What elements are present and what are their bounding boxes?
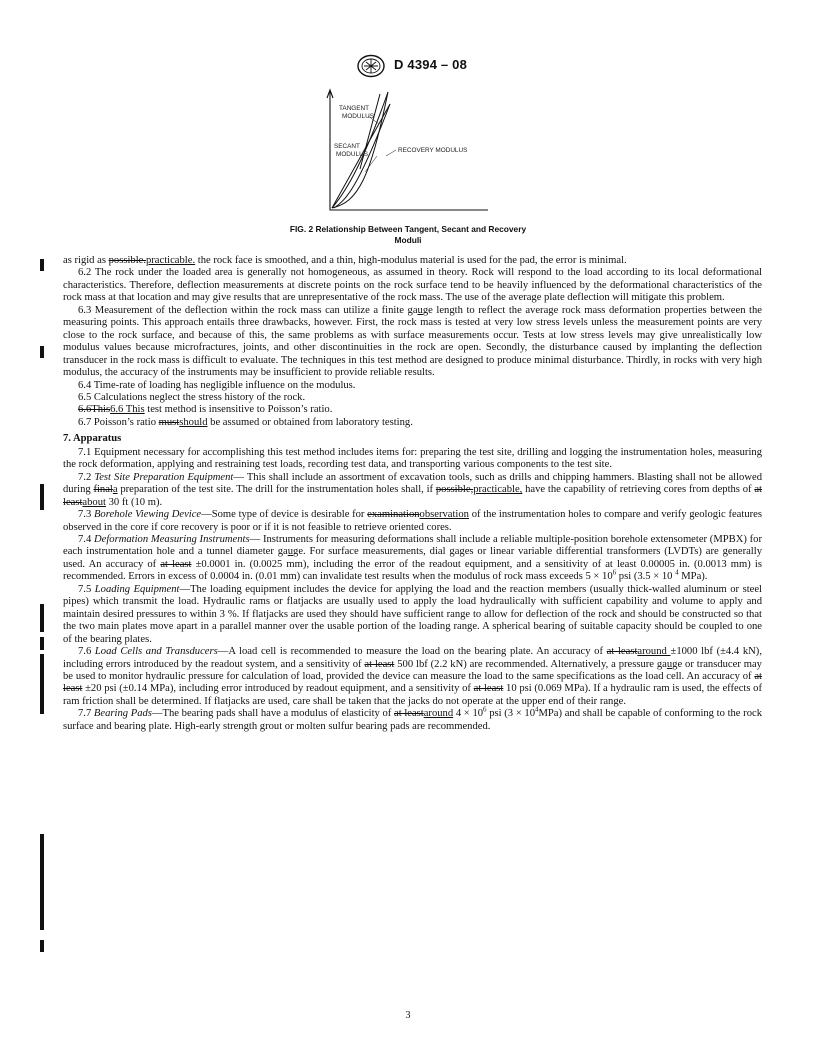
- paragraph-6-2: 6.2 The rock under the loaded area is generally not homogeneous, as assumed in theory. Rock will respond to the load according to its local deformational characteristics. Therefore, deflection measurements at discrete points on the rock surface tend to be heavily influenced by the deformational characteristics of the rock mass at that location and may give results that are unrepresentative of the rock mass. The use of the average plate deflection will mitigate this problem.: [63, 267, 762, 304]
- paragraph-6-7: 6.7 Poisson’s ratio mustshould be assumed or obtained from laboratory testing.: [78, 416, 413, 428]
- change-bar: [40, 940, 44, 952]
- label-tangent-modulus: MODULUS: [342, 113, 374, 120]
- change-bar: [40, 604, 44, 632]
- page-header: [0, 52, 816, 82]
- change-bar: [40, 346, 44, 358]
- page-number: 3: [405, 1010, 411, 1021]
- change-bar: [40, 637, 44, 650]
- document-id: D 4394 – 08: [394, 57, 468, 72]
- label-recovery-modulus: RECOVERY MODULUS: [398, 147, 468, 154]
- paragraph-6-5: 6.5 Calculations neglect the stress history of the rock.: [78, 391, 306, 403]
- label-secant-modulus: MODULUS: [336, 151, 368, 158]
- change-bar: [40, 834, 44, 930]
- astm-logo-icon: [356, 54, 386, 78]
- paragraph-6-6: 6.6This6.6 This test method is insensitive to Poisson’s ratio.: [78, 404, 333, 416]
- paragraph-6-4: 6.4 Time-rate of loading has negligible influence on the modulus.: [78, 379, 356, 391]
- paragraph-7-7: 7.7 Bearing Pads—The bearing pads shall have a modulus of elasticity of at leastaround $4 \times 10^6$ psi $(3 \times 10^4MPa)$ and shall be capable of conforming to the rock surface and bearing plate. High-early strength grout or molten sulfur bearing pads are recommended.: [63, 705, 763, 732]
- paragraph-7-3: 7.3 Borehole Viewing Device—Some type of device is desirable for examinationobservation of the instrumentation holes to compare and verify geologic features observed in the core if core recovery is poor or if it is not feasible to retrieve oriented cores.: [63, 509, 762, 533]
- paragraph-7-5: 7.5 Loading Equipment—The loading equipment includes the device for applying the load and the reaction members (usually thick-walled aluminum or steel pipes) which transmit the load. Hydraulic rams or flatjacks are usually used to apply the load hydraulically with sufficient capability and volume to apply and maintain desired pressures to within 3 %. If flatjacks are used they should have sufficient range to allow for deflection of the rock and should be constructed so that the two main plates move apart in a parallel manner over the usable portion of the loading range. A spherical bearing of suitable capacity should be coupled to one of the bearing plates.: [63, 583, 762, 645]
- paragraph-7-6: 7.6 Load Cells and Transducers—A load cell is recommended to measure the load on the bearing plate. An accuracy of at leastaround ±1000 lbf (±4.4 kN), including errors introduced by the readout system, and a sensitivity of at least 500 lbf (2.2 kN) are recommended. Alternatively, a pressure gauge or transducer may be used to monitor hydraulic pressure for calculation of load, provided the device can measure the load to the same specifications as the load cell. An accuracy of at least ±20 psi (±0.14 MPa), including error introduced by readout equipment, and a sensitivity of at least 10 psi (0.069 MPa). If a hydraulic ram is used, the effects of ram friction shall be determined. If flatjacks are used, care shall be taken that the jacks do not operate at the upper end of their range.: [63, 646, 762, 707]
- change-bar: [40, 484, 44, 510]
- paragraph-6-1-continued: as rigid as possible.practicable. the rock face is smoothed, and a thin, high-modulus material is used for the pad, the error is minimal.: [63, 255, 627, 266]
- label-secant: SECANT: [334, 143, 360, 150]
- paragraph-7-2: 7.2 Test Site Preparation Equipment— This shall include an assortment of excavation tools, such as drills and chipping hammers. Blasting shall not be allowed during finala preparation of the test site. The drill for the instrumentation holes shall, if possible,practicable, have the capability of retrieving cores from depths of at leastabout 30 ft (10 m).: [63, 471, 763, 508]
- change-bar: [40, 654, 44, 714]
- moduli-figure: [318, 84, 518, 224]
- paragraph-7-1: 7.1 Equipment necessary for accomplishing this test method includes items for: preparing the test site, drilling and logging the instrumentation holes, measuring the rock deformation, applying and restraining test loads, recording test data, and transporting various components to the test site.: [63, 446, 762, 471]
- label-tangent: TANGENT: [339, 105, 370, 112]
- paragraph-7-4: 7.4 Deformation Measuring Instruments— Instruments for measuring deformations shall include a reliable multiple-position borehole extensometer (MPBX) for each instrumentation hole and a tunnel diameter gauge. For surface measurements, dial gages or linear variable differential transformers (LVDTs) are generally used. An accuracy of at least ±0.0001 in. (0.0025 mm), including the error of the readout equipment, and a sensitivity of at least 0.00005 in. (0.0013 mm) is recommended. Errors in excess of 0.0004 in. (0.01 mm) can invalidate test results when the modulus of rock mass exceeds $5 \times 10^6$ psi (3.5 × 10 $^4$ MPa).: [63, 533, 763, 583]
- paragraph-6-3: 6.3 Measurement of the deflection within the rock mass can utilize a finite gauge length to reflect the average rock mass deformation properties between the measuring points. This approach entails three drawbacks, however. First, the rock mass is tested at very low stress levels unless the measurement points are very close to the rock surface, and because of this, the same problems as with surface measurements occur. Tests at low stress levels may give unrealistically low modulus values because microfractures, joints, and other discontinuities in the rock are open. Secondly, the disturbance caused by implanting the deflection transducer in the rock mass is difficult to evaluate. The techniques in this test method are designed to produce minimal disturbance. Thirdly, in rocks with very high modulus, the accuracy of the instruments may be insufficient to provide reliable results.: [63, 304, 762, 379]
- figure-caption: FIG. 2 Relationship Between Tangent, Secant and Recovery Moduli: [289, 224, 527, 245]
- section-heading-apparatus: 7. Apparatus: [63, 433, 122, 445]
- document-body: [63, 255, 762, 733]
- change-bar: [40, 259, 44, 271]
